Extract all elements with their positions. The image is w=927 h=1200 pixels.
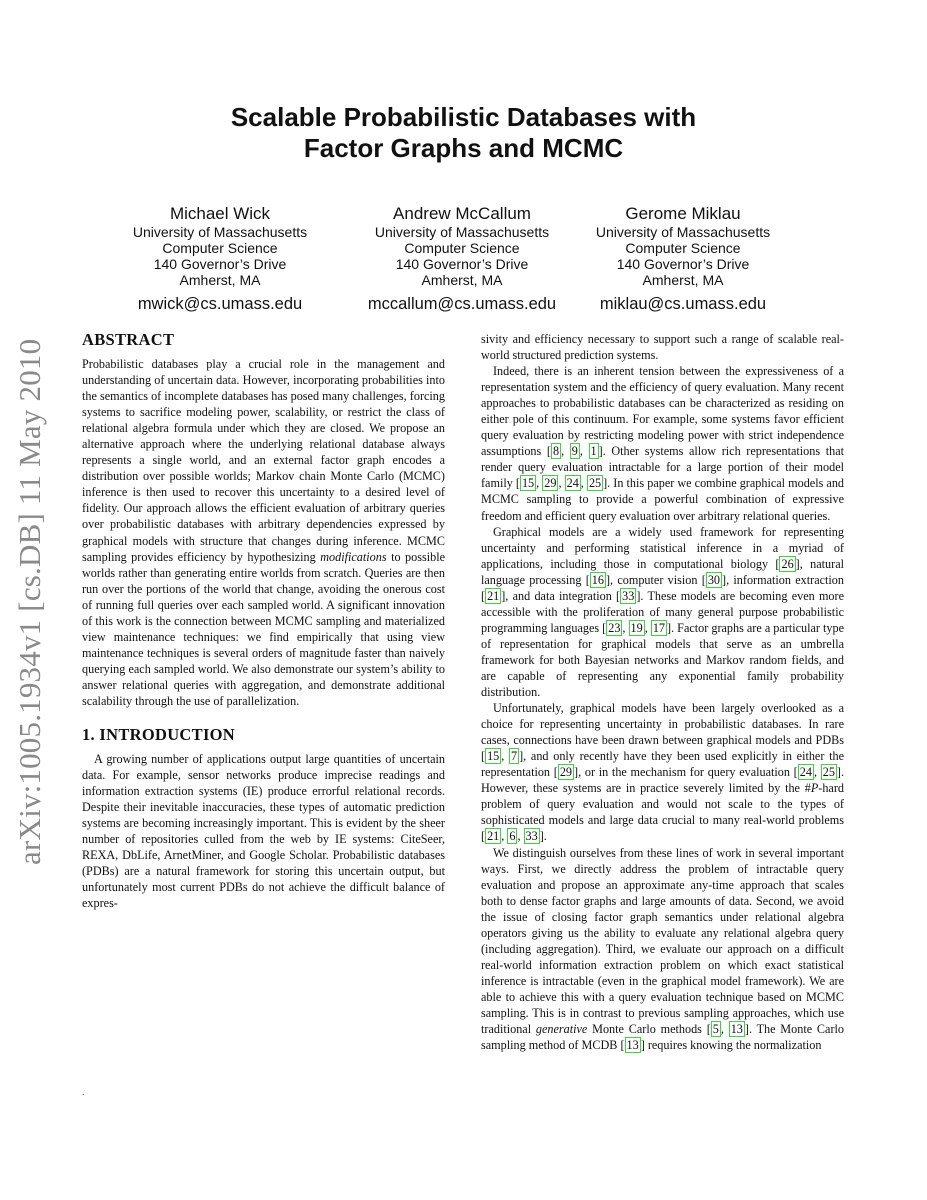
citation-link[interactable]: 19: [630, 620, 643, 635]
citation-link[interactable]: 30: [707, 572, 721, 587]
author-affiliation-line: 140 Governor’s Drive: [616, 256, 750, 272]
body-paragraph: We distinguish ourselves from these lines of work in several important ways. First, we directly address the problem of intractable query evaluation and propose an approximate any-time approach that scales both to dense factor graphs and large amounts of data. Second, we avoid the issue of closing factor graph semantics under relational algebra operators giving us the ability to evaluate any relational algebra query (including aggregation). Third, we evaluate our approach on a difficult real-world information extraction problem on which exact statistical inference is intractable (even in the graphical model framework). We are able to achieve this with a query evaluation technique based on MCMC sampling. This is in contrast to previous sampling approaches, which use traditional generative Monte Carlo methods [ 5 , 13 ]. The Monte Carlo sampling method of MCDB [ 13 ] requires knowing the normalization: [481, 845, 844, 1053]
author-affiliation-line: University of Massachusetts: [595, 224, 771, 240]
body-paragraph: Indeed, there is an inherent tension between the expressiveness of a representation system and the efficiency of query evaluation. Many recent approaches to probabilistic databases can be characterized as residing on either pole of this continuum. For example, some systems favor efficient query evaluation by restricting modeling power with strict independence assumptions [ 8 , 9 , 1 ]. Other systems allow rich representations that render query evaluation intractable for a large portion of their model family [ 15 , 29 , 24 , 25 ]. In this paper we combine graphical models and MCMC sampling to provide a powerful combination of expressive freedom and efficient query evaluation over arbitrary relational queries.: [481, 364, 845, 523]
citation-link[interactable]: 13: [730, 1022, 743, 1037]
author-affiliation-line: Amherst, MA: [642, 272, 724, 288]
citation-link[interactable]: 25: [822, 765, 835, 780]
citation-link[interactable]: 29: [544, 476, 557, 491]
citation-link[interactable]: 17: [652, 620, 666, 635]
author-email: mwick@cs.umass.edu: [137, 295, 303, 313]
citation-link[interactable]: 16: [591, 572, 604, 587]
abstract-text: Probabilistic databases play a crucial role in the management and understanding of uncertain data. However, incorporating probabilities into the semantics of incomplete databases has posed many challenges, forcing systems to sacrifice modeling power, scalability, or restrict the class of relational algebra formula under which they are closed. We propose an alternative approach where the underlying relational database always represents a single world, and an external factor graph encodes a distribution over possible worlds; Markov chain Monte Carlo (MCMC) inference is then used to recover this uncertainty to a desired level of fidelity. Our approach allows the efficient evaluation of arbitrary queries over probabilistic databases with arbitrary dependencies expressed by graphical models with structure that changes during inference. MCMC sampling provides efficiency by hypothesizing modifications to possible worlds rather than generating entire worlds from scratch. Queries are then run over the portions of the world that change, avoiding the onerous cost of running full queries over each sampled world. A significant innovation of this work is the connection between MCMC sampling and materialized view maintenance techniques: we find empirically that using view maintenance techniques is several orders of magnitude faster than naively querying each sampled world. We also demonstrate our system’s ability to answer relational queries with aggregation, and demonstrate additional scalability through the use of parallelization.: [82, 357, 446, 708]
citation-link[interactable]: 6: [509, 829, 516, 844]
right-column: [481, 331, 844, 1053]
citation-link[interactable]: 7: [511, 749, 518, 764]
citation-link[interactable]: 29: [559, 765, 573, 780]
author-name: Andrew McCallum: [393, 204, 531, 223]
author-name: Michael Wick: [169, 204, 271, 223]
title-line-2: Factor Graphs and MCMC: [303, 133, 624, 163]
body-paragraph: sivity and efficiency necessary to support such a range of scalable real-world structured prediction systems.: [481, 332, 844, 363]
author-3: [573, 203, 793, 314]
citation-link[interactable]: 24: [799, 765, 812, 780]
citation-link[interactable]: 13: [626, 1038, 639, 1053]
author-affiliation-line: University of Massachusetts: [132, 224, 308, 240]
citation-link[interactable]: 25: [588, 476, 602, 491]
footer-mark: .: [82, 1087, 85, 1098]
citation-link[interactable]: 21: [487, 588, 500, 603]
author-affiliation-line: Amherst, MA: [421, 272, 503, 288]
author-affiliation-line: Computer Science: [404, 240, 520, 256]
title-line-1: Scalable Probabilistic Databases with: [230, 102, 697, 132]
author-2: [352, 203, 572, 314]
author-email: miklau@cs.umass.edu: [599, 295, 767, 313]
introduction-heading: 1. INTRODUCTION: [82, 725, 236, 745]
author-affiliation-line: 140 Governor’s Drive: [153, 256, 287, 272]
citation-link[interactable]: 15: [521, 476, 535, 491]
citation-link[interactable]: 33: [622, 588, 635, 603]
citation-link[interactable]: 33: [525, 829, 538, 844]
author-1: [110, 203, 330, 314]
left-column: [82, 330, 445, 912]
citation-link[interactable]: 21: [487, 829, 500, 844]
author-affiliation-line: 140 Governor’s Drive: [395, 256, 529, 272]
author-name: Gerome Miklau: [625, 204, 741, 223]
body-paragraph: Graphical models are a widely used framework for representing uncertainty and performing statistical inference in a myriad of applications, including those in computational biology [ 26 ], natural language processing [ 16 ], computer vision [ 30 ], information extraction [ 21 ], and data integration [ 33 ]. These models are becoming even more accessible with the proliferation of many general purpose probabilistic programming languages [ 23 , 19 , 17 ]. Factor graphs are a particular type of representation for graphical models that serve as an umbrella framework for both Bayesian networks and Markov random fields, and are capable of representing any exponential family probability distribution.: [481, 524, 845, 700]
citation-link[interactable]: 24: [566, 476, 579, 491]
introduction-paragraph: A growing number of applications output large quantities of uncertain data. For example, sensor networks produce imprecise readings and information extraction systems (IE) produce errorful relational records. Despite their inevitable inaccuracies, these types of automatic prediction systems are becoming increasingly important. This is evident by the sheer number of repositories culled from the web by IE systems: CiteSeer, REXA, DbLife, ArnetMiner, and Google Scholar. Probabilistic databases (PDBs) are a natural framework for storing this uncertain output, but unfortunately most current PDBs do not achieve the difficult balance of expres-: [82, 752, 445, 911]
citation-link[interactable]: 26: [781, 556, 794, 571]
paper-title: [0, 102, 927, 164]
citation-link[interactable]: 9: [571, 444, 578, 459]
citation-link[interactable]: 8: [552, 444, 560, 459]
body-paragraph: Unfortunately, graphical models have been largely overlooked as a choice for representing uncertainty in probabilistic databases. In rare cases, connections have been drawn between graphical models and PDBs [ 15 , 7 ], and only recently have they been used explicitly in either the representation [ 29 ], or in the mechanism for query evaluation [ 24 , 25 ]. However, these systems are in practice severely limited by the #P-hard problem of query evaluation and would not scale to the types of sophisticated models and large data crucial to many real-world problems [ 21 , 6 , 33 ].: [481, 701, 845, 844]
author-email: mccallum@cs.umass.edu: [367, 295, 557, 313]
citation-link[interactable]: 1: [590, 444, 597, 459]
citation-link[interactable]: 23: [608, 620, 621, 635]
author-affiliation-line: Amherst, MA: [179, 272, 261, 288]
citation-link[interactable]: 15: [487, 749, 500, 764]
citation-link[interactable]: 5: [712, 1022, 719, 1037]
author-affiliation-line: Computer Science: [162, 240, 278, 256]
author-affiliation-line: University of Massachusetts: [374, 224, 550, 240]
abstract-heading: ABSTRACT: [82, 330, 175, 349]
arxiv-sidebar-stamp: arXiv:1005.1934v1 [cs.DB] 11 May 2010: [12, 338, 47, 865]
author-affiliation-line: Computer Science: [625, 240, 741, 256]
